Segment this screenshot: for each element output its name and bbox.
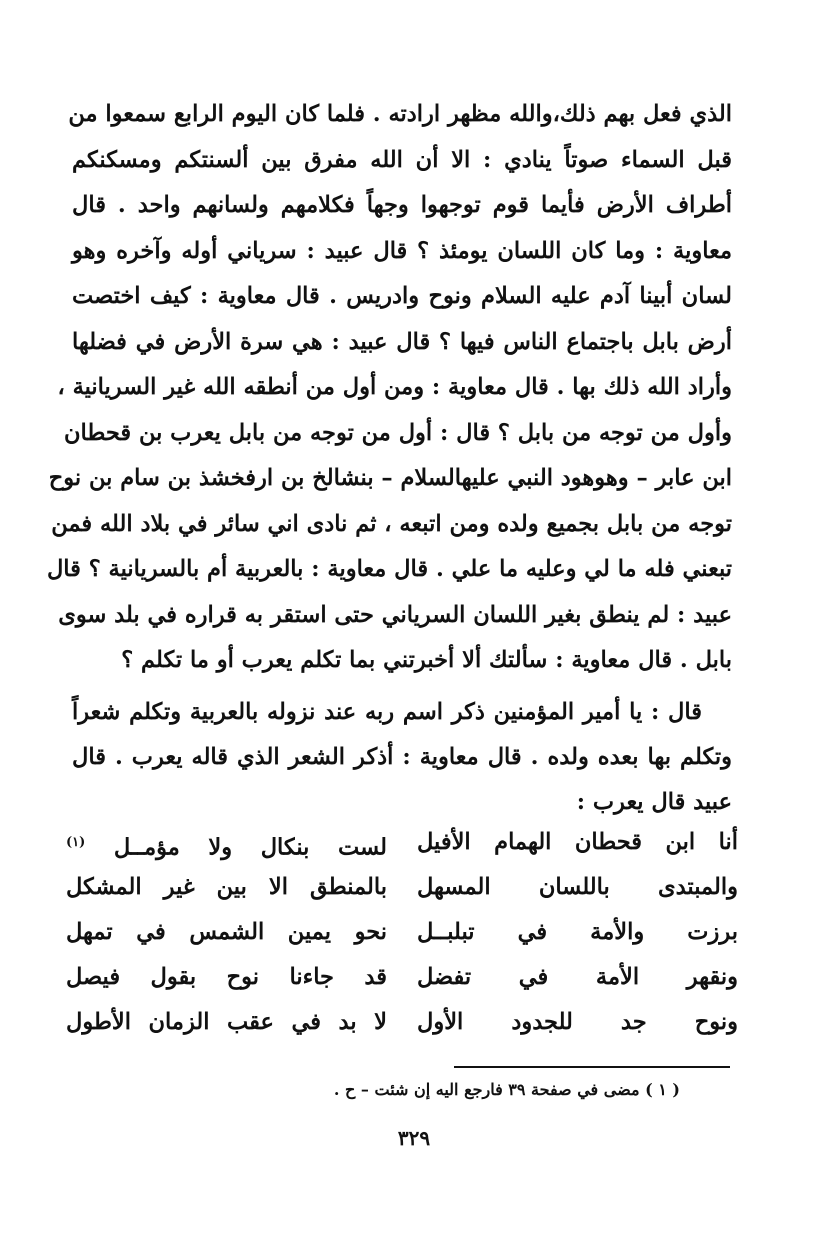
text-line: أرض بابل باجتماع الناس فيها ؟ قال عبيد : هي سرة الأرض في فضلها	[72, 328, 732, 355]
text-line: الذي فعل بهم ذلك،والله مظهر ارادته . فلما كان اليوم الرابع سمعوا من	[68, 101, 732, 127]
text-line: وتكلم بها بعده ولده . قال معاوية : أذكر الشعر الذي قاله يعرب . قال	[72, 744, 732, 770]
text-line: أطراف الأرض فأيما قوم توجهوا وجهاً فكلامهم ولسانهم واحد . قال	[72, 192, 732, 218]
poem-verse	[66, 1000, 738, 1045]
poem-verse	[66, 865, 738, 910]
verse-second-hemistich: نحو يمين الشمس في تمهل	[66, 919, 387, 945]
poem-verse	[66, 910, 738, 955]
text-line: وأول من توجه من بابل ؟ قال : أول من توجه من بابل يعرب بن قحطان	[64, 419, 732, 446]
text-line: قال : يا أمير المؤمنين ذكر اسم ربه عند نزوله بالعربية وتكلم شعراً	[72, 699, 702, 725]
verse-second-hemistich: لا بد في عقب الزمان الأطول	[66, 1009, 387, 1035]
verse-second-hemistich	[66, 820, 387, 865]
verse-first-hemistich: ونوح جد للجدود الأول	[417, 1009, 738, 1035]
text-line: معاوية : وما كان اللسان يومئذ ؟ قال عبيد : سرياني أوله وآخره وهو	[72, 237, 732, 264]
page-number: ٣٢٩	[397, 1126, 431, 1150]
verse-first-hemistich: ونقهر الأمة في تفضل	[417, 964, 738, 990]
poem	[66, 820, 738, 1045]
text-line: ابن عابر – وهوهود النبي عليهالسلام – بنشالخ بن ارفخشذ بن سام بن نوح	[48, 465, 732, 491]
verse-first-hemistich: أنا ابن قحطان الهمام الأفيل	[417, 829, 738, 855]
footnote: ( ١ ) مضى في صفحة ٣٩ فارجع اليه إن شئت – ح .	[333, 1080, 680, 1099]
verse-second-hemistich: بالمنطق الا بين غير المشكل	[66, 874, 387, 900]
paragraph-2	[72, 690, 732, 825]
text-line: تبعني فله ما لي وعليه ما علي . قال معاوية : بالعربية أم بالسريانية ؟ قال	[46, 556, 732, 582]
verse-second-hemistich: قد جاءنا نوح بقول فيصل	[66, 964, 387, 990]
text-line: عبيد قال يعرب :	[576, 789, 732, 815]
verse-second-hemistich-text: لست بنكال ولا مؤمــل	[113, 834, 387, 861]
verse-first-hemistich: والمبتدى باللسان المسهل	[417, 874, 738, 900]
paragraph-1	[46, 92, 732, 684]
text-line: لسان أبينا آدم عليه السلام ونوح وادريس . قال معاوية : كيف اختصت	[72, 283, 732, 309]
verse-first-hemistich: برزت والأمة في تبلبــل	[417, 919, 738, 945]
poem-verse	[66, 820, 738, 865]
poem-verse	[66, 955, 738, 1000]
text-line: عبيد : لم ينطق بغير اللسان السرياني حتى استقر به قراره في بلد سوى	[58, 601, 732, 628]
text-line: توجه من بابل بجميع ولده ومن اتبعه ، ثم نادى اني سائر في بلاد الله فمن	[51, 510, 732, 537]
footnote-marker: (١)	[66, 835, 86, 850]
footnote-divider	[454, 1066, 730, 1068]
text-line: قبل السماء صوتاً ينادي : الا أن الله مفرق بين ألسنتكم ومسكنكم	[72, 146, 732, 173]
text-line: وأراد الله ذلك بها . قال معاوية : ومن أول من أنطقه الله غير السريانية ،	[57, 374, 732, 400]
text-line: بابل . قال معاوية : سألتك ألا أخبرتني بما تكلم يعرب أو ما تكلم ؟	[121, 647, 732, 673]
